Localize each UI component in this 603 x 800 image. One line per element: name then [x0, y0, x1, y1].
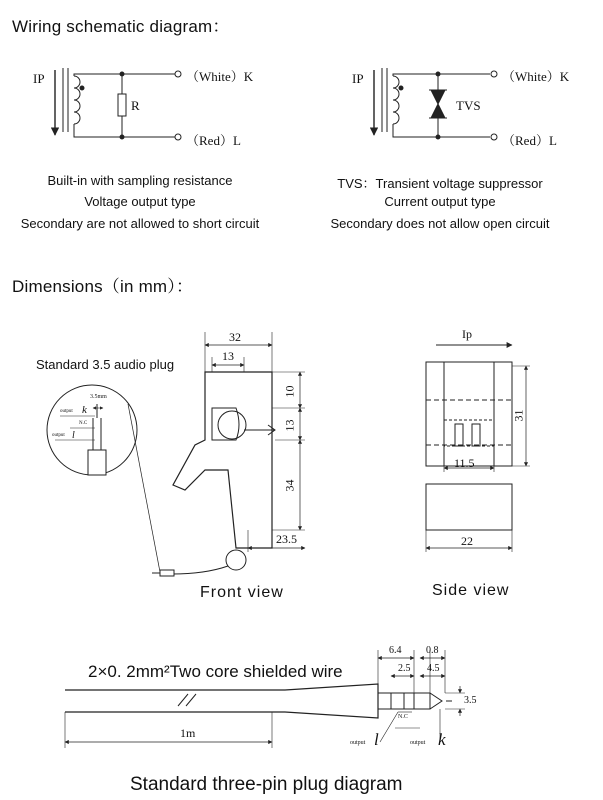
dim-window: 13 — [222, 349, 234, 363]
left-desc-1: Built-in with sampling resistance — [47, 173, 233, 188]
dim-top: 10 — [282, 385, 297, 398]
dim-d1: 6.4 — [389, 645, 402, 656]
inset-size: 3.5mm — [90, 394, 107, 400]
dim-bottom: 23.5 — [276, 532, 297, 546]
inset-output-l: output — [52, 433, 65, 438]
inset-l: l — [72, 430, 75, 441]
side-view-body — [426, 362, 512, 466]
tvs-diode — [431, 90, 445, 104]
dim-d3: 2.5 — [398, 663, 411, 674]
dim-length: 1m — [180, 726, 196, 740]
dim-mid: 13 — [282, 419, 297, 432]
secondary-coil — [74, 76, 80, 124]
wire-label: 2×0. 2mm²Two core shielded wire — [88, 662, 343, 681]
left-schematic — [55, 68, 181, 140]
left-desc-3: Secondary are not allowed to short circuit — [20, 216, 260, 231]
sampling-resistor — [118, 94, 126, 116]
left-ip-label: IP — [33, 71, 45, 86]
inset-k: k — [82, 404, 87, 416]
wiring-section-title: Wiring schematic diagram： — [12, 17, 230, 36]
front-view-label: Front view — [200, 584, 284, 601]
right-white-label: （White）K — [502, 69, 570, 84]
right-desc-1: TVS：Transient voltage suppressor — [337, 176, 543, 191]
inset-nc: N.C — [79, 421, 88, 426]
plug-output-l: output — [350, 740, 366, 746]
right-desc-2: Current output type — [384, 194, 496, 209]
left-desc-2: Voltage output type — [84, 194, 196, 209]
plug-diagram-title: Standard three-pin plug diagram — [130, 774, 403, 795]
left-white-label: （White）K — [186, 69, 254, 84]
plug-l: l — [374, 730, 379, 749]
dim-side-height: 31 — [511, 409, 526, 422]
plug-output-k: output — [410, 740, 426, 746]
left-red-label: （Red）L — [186, 133, 241, 148]
tvs-label: TVS — [456, 98, 481, 113]
side-ip-label: Ip — [462, 327, 472, 341]
dim-d5: 3.5 — [464, 695, 477, 706]
dim-side-width: 22 — [461, 534, 473, 548]
resistor-label: R — [131, 98, 140, 113]
inset-output-k: output — [60, 409, 73, 414]
dimensions-section-title: Dimensions（in mm）： — [12, 277, 194, 296]
side-view-label: Side view — [432, 582, 510, 599]
right-ip-label: IP — [352, 71, 364, 86]
dim-lower: 34 — [282, 479, 297, 492]
plug-label: Standard 3.5 audio plug — [36, 357, 175, 372]
dim-side-window: 11.5 — [454, 456, 475, 470]
right-red-label: （Red）L — [502, 133, 557, 148]
terminal-red — [175, 134, 181, 140]
terminal-white — [175, 71, 181, 77]
right-desc-3: Secondary does not allow open circuit — [330, 216, 550, 231]
dim-d2: 0.8 — [426, 645, 439, 656]
dim-d4: 4.5 — [427, 663, 440, 674]
dim-width: 32 — [229, 330, 241, 344]
plug-k: k — [438, 730, 446, 749]
plug-nc: N.C — [398, 714, 408, 720]
